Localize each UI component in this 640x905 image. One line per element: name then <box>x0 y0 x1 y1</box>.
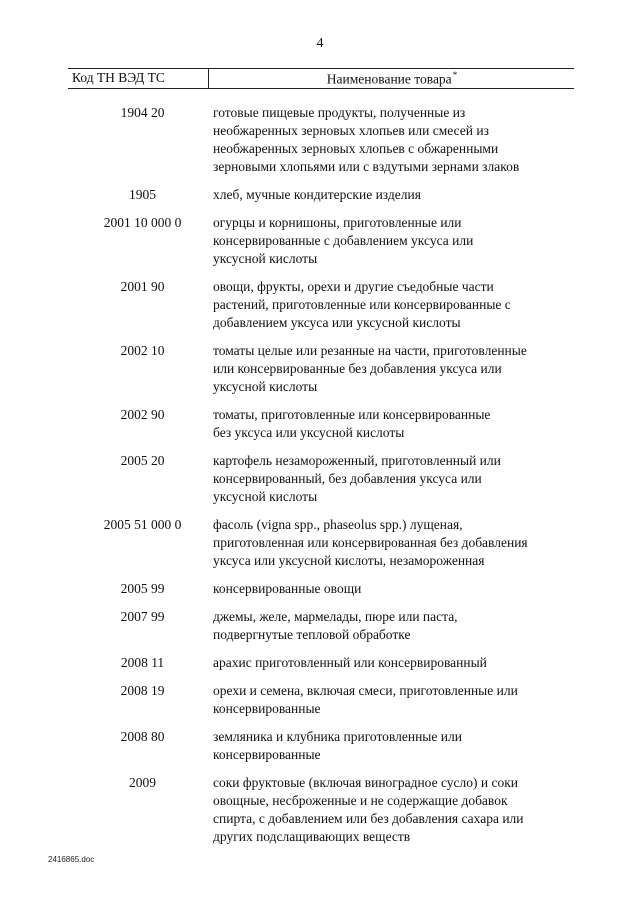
description-line: джемы, желе, мармелады, пюре или паста, <box>213 609 458 624</box>
product-description <box>213 452 575 506</box>
description-line: консервированные <box>213 747 321 762</box>
description-line: консервированные с добавлением уксуса или <box>213 233 474 248</box>
table-row <box>0 580 640 598</box>
product-description <box>213 516 575 570</box>
table-row <box>0 186 640 204</box>
description-line: спирта, с добавлением или без добавления сахара или <box>213 811 524 826</box>
description-line: томаты целые или резанные на части, приготовленные <box>213 343 527 358</box>
product-code: 1904 20 <box>120 105 165 120</box>
description-line: других подслащивающих веществ <box>213 829 411 844</box>
product-description <box>213 342 575 396</box>
description-line: уксусной кислоты <box>213 379 318 394</box>
description-line: овощи, фрукты, орехи и другие съедобные части <box>213 279 494 294</box>
product-code: 2008 80 <box>120 729 165 744</box>
table-row <box>0 728 640 764</box>
product-code: 2001 10 000 0 <box>103 215 182 230</box>
description-line: уксуса или уксусной кислоты, незамороженная <box>213 553 485 568</box>
description-line: орехи и семена, включая смеси, приготовленные или <box>213 683 518 698</box>
table-row <box>0 452 640 506</box>
product-code: 2001 90 <box>120 279 165 294</box>
table-row <box>0 608 640 644</box>
footnote-mark: * <box>452 70 458 80</box>
description-line: растений, приготовленные или консервированные с <box>213 297 511 312</box>
column-separator <box>208 69 209 89</box>
description-line: необжаренных зерновых хлопьев с обжаренными <box>213 141 499 156</box>
table-row <box>0 774 640 846</box>
description-line: подвергнутые тепловой обработке <box>213 627 411 642</box>
product-description <box>213 406 575 442</box>
product-description <box>213 654 575 672</box>
product-description <box>213 214 575 268</box>
description-line: хлеб, мучные кондитерские изделия <box>213 187 421 202</box>
description-line: огурцы и корнишоны, приготовленные или <box>213 215 462 230</box>
description-line: приготовленная или консервированная без добавления <box>213 535 528 550</box>
description-line: готовые пищевые продукты, полученные из <box>213 105 466 120</box>
table-row <box>0 278 640 332</box>
description-line: консервированные овощи <box>213 581 362 596</box>
product-description <box>213 728 575 764</box>
description-line: фасоль (vigna spp., phaseolus spp.) лущеная, <box>213 517 463 532</box>
description-line: или консервированные без добавления уксуса или <box>213 361 502 376</box>
product-code: 2005 99 <box>120 581 165 596</box>
product-code: 2005 20 <box>120 453 165 468</box>
table-row <box>0 516 640 570</box>
description-line: добавлением уксуса или уксусной кислоты <box>213 315 461 330</box>
product-code: 2008 11 <box>120 655 165 670</box>
description-line: уксусной кислоты <box>213 489 318 504</box>
header-bottom-rule <box>68 88 574 89</box>
table-row <box>0 682 640 718</box>
footer-file-name: 2416865.doc <box>48 855 95 864</box>
description-line: томаты, приготовленные или консервированные <box>213 407 491 422</box>
product-description <box>213 104 575 176</box>
product-code: 2009 <box>129 775 156 790</box>
table-row <box>0 654 640 672</box>
product-code: 2007 99 <box>120 609 165 624</box>
description-line: консервированный, без добавления уксуса или <box>213 471 482 486</box>
product-description <box>213 278 575 332</box>
product-code: 1905 <box>129 187 156 202</box>
description-line: необжаренных зерновых хлопьев или смесей из <box>213 123 489 138</box>
header-top-rule <box>68 68 574 69</box>
table-header <box>68 70 574 88</box>
description-line: зерновыми хлопьями или с вздутыми зернами злаков <box>213 159 520 174</box>
table-row <box>0 104 640 176</box>
product-code: 2005 51 000 0 <box>103 517 182 532</box>
product-code: 2002 10 <box>120 343 165 358</box>
description-line: без уксуса или уксусной кислоты <box>213 425 405 440</box>
product-description <box>213 682 575 718</box>
product-description <box>213 608 575 644</box>
product-description <box>213 774 575 846</box>
description-line: консервированные <box>213 701 321 716</box>
description-line: картофель незамороженный, приготовленный или <box>213 453 501 468</box>
table-row <box>0 214 640 268</box>
column-header-code: Код ТН ВЭД ТС <box>72 70 165 85</box>
product-description <box>213 580 575 598</box>
description-line: овощные, несброженные и не содержащие добавок <box>213 793 508 808</box>
column-header-name-text: Наименование товара <box>326 71 452 87</box>
table-row <box>0 342 640 396</box>
product-code: 2008 19 <box>120 683 165 698</box>
product-code: 2002 90 <box>120 407 165 422</box>
description-line: земляника и клубника приготовленные или <box>213 729 462 744</box>
column-header-name <box>210 70 574 88</box>
page-number: 4 <box>316 36 324 51</box>
description-line: арахис приготовленный или консервированный <box>213 655 487 670</box>
table-body <box>0 104 640 856</box>
description-line: соки фруктовые (включая виноградное сусло) и соки <box>213 775 519 790</box>
table-row <box>0 406 640 442</box>
description-line: уксусной кислоты <box>213 251 318 266</box>
product-description <box>213 186 575 204</box>
